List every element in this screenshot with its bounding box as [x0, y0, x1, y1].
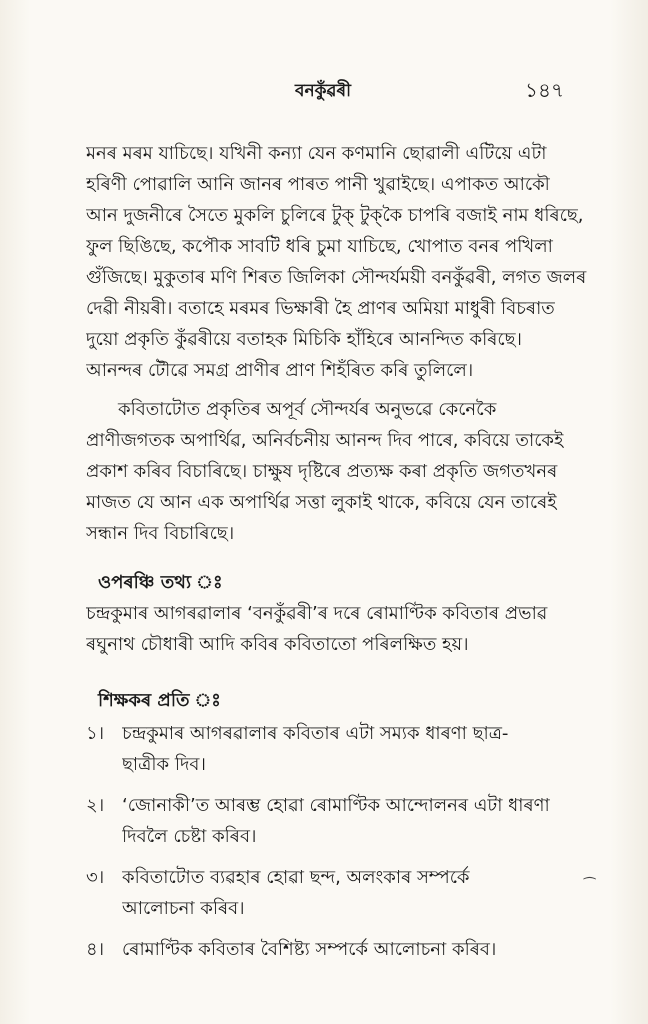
- observation-heading: ওপৰঞ্চি তথ্য ঃ: [98, 572, 223, 593]
- list-text: [122, 790, 606, 852]
- text-line: কবিতাটোত প্ৰকৃতিৰ অপূৰ্ব সৌন্দৰ্যৰ অনুভৱে কেনেকৈ: [118, 399, 497, 420]
- list-number: ২।: [86, 795, 105, 816]
- paragraph-gap: [86, 386, 596, 394]
- pencil-mark: ⁀: [584, 878, 596, 894]
- observation-body: [86, 598, 596, 660]
- list-text: [122, 934, 606, 965]
- text-line: মাজত যে আন এক অপাৰ্থিৱ সত্তা লুকাই থাকে, কবিয়ে যেন তাৰেই: [86, 492, 557, 513]
- text-line: চন্দ্ৰকুমাৰ আগৰৱালাৰ ‘বনকুঁৱৰী’ৰ দৰে ৰোমাণ্টিক কবিতাৰ প্ৰভাৱ: [86, 603, 548, 624]
- text-line: দেৱী নীয়ৰী। বতাহে মৰমৰ ভিক্ষাৰী হৈ প্ৰাণৰ অমিয়া মাধুৰী বিচৰাত: [86, 298, 555, 319]
- text-line: ৰোমাণ্টিক কবিতাৰ বৈশিষ্ট্য সম্পৰ্কে আলোচনা কৰিব।: [122, 939, 497, 960]
- text-line: কবিতাটোত ব্যৱহাৰ হোৱা ছন্দ, অলংকাৰ সম্পৰ্কে: [122, 867, 470, 888]
- list-text: [122, 718, 606, 780]
- text-line: প্ৰাণীজগতক অপাৰ্থিৱ, অনিৰ্বচনীয় আনন্দ দিব পাৰে, কবিয়ে তাকেই: [86, 430, 564, 451]
- text-line: আলোচনা কৰিব।: [122, 898, 245, 919]
- list-number: ১।: [86, 723, 105, 744]
- text-line: ফুল ছিঙিছে, কপৌক সাবটি ধৰি চুমা যাচিছে, খোপাত বনৰ পখিলা: [86, 236, 553, 257]
- text-line: আন দুজনীৰে সৈতে মুকলি চুলিৰে টুক্ টুক্‌কৈ চাপৰি বজাই নাম ধৰিছে,: [86, 205, 584, 226]
- text-line: সন্ধান দিব বিচাৰিছে।: [86, 523, 235, 544]
- teacher-heading: শিক্ষকৰ প্ৰতি ঃ: [98, 690, 221, 711]
- text-line: ছাত্ৰীক দিব।: [122, 754, 206, 775]
- paragraph-2: [86, 394, 596, 549]
- text-line: ‘জোনাকী’ত আৰম্ভ হোৱা ৰোমাণ্টিক আন্দোলনৰ এটা ধাৰণা: [122, 795, 550, 816]
- list-number: ৪।: [86, 939, 105, 960]
- paragraph-1: [86, 138, 596, 386]
- text-line: হৰিণী পোৱালি আনি জানৰ পাৰত পানী খুৱাইছে। এপাকত আকৌ: [86, 174, 550, 195]
- running-title: বনকুঁৱৰী: [295, 81, 351, 101]
- text-line: দিবলৈ চেষ্টা কৰিব।: [122, 826, 257, 847]
- text-line: দুয়ো প্ৰকৃতি কুঁৱৰীয়ে বতাহক মিচিকি হাঁহিৰে আনন্দিত কৰিছে।: [86, 329, 522, 350]
- teacher-instructions-list: [86, 718, 606, 975]
- text-line: প্ৰকাশ কৰিব বিচাৰিছে। চাক্ষুষ দৃষ্টিৰে প্ৰত্যক্ষ কৰা প্ৰকৃতি জগতখনৰ: [86, 461, 558, 482]
- list-number: ৩।: [86, 867, 105, 888]
- list-text: [122, 862, 606, 924]
- list-item: [86, 718, 606, 780]
- text-line: আনন্দৰ টৌৱে সমগ্ৰ প্ৰাণীৰ প্ৰাণ শিহঁৰিত কৰি তুলিলে।: [86, 360, 474, 381]
- list-item: [86, 934, 606, 965]
- list-item: [86, 790, 606, 852]
- list-item: [86, 862, 606, 924]
- text-line: চন্দ্ৰকুমাৰ আগৰৱালাৰ কবিতাৰ এটা সম্যক ধাৰণা ছাত্ৰ-: [122, 723, 509, 744]
- text-line: ৰঘুনাথ চৌধাৰী আদি কবিৰ কবিতাতো পৰিলক্ষিত হয়।: [86, 634, 469, 655]
- text-line: গুঁজিছে। মুকুতাৰ মণি শিৰত জিলিকা সৌন্দৰ্যময়ী বনকুঁৱৰী, লগত জলৰ: [86, 267, 587, 288]
- text-line: মনৰ মৰম যাচিছে। যখিনী কন্যা যেন কণমানি ছোৱালী এটিয়ে এটা: [86, 143, 547, 164]
- body-text: [86, 138, 596, 549]
- page-number: ১৪৭: [525, 78, 564, 102]
- page-header: [0, 78, 648, 108]
